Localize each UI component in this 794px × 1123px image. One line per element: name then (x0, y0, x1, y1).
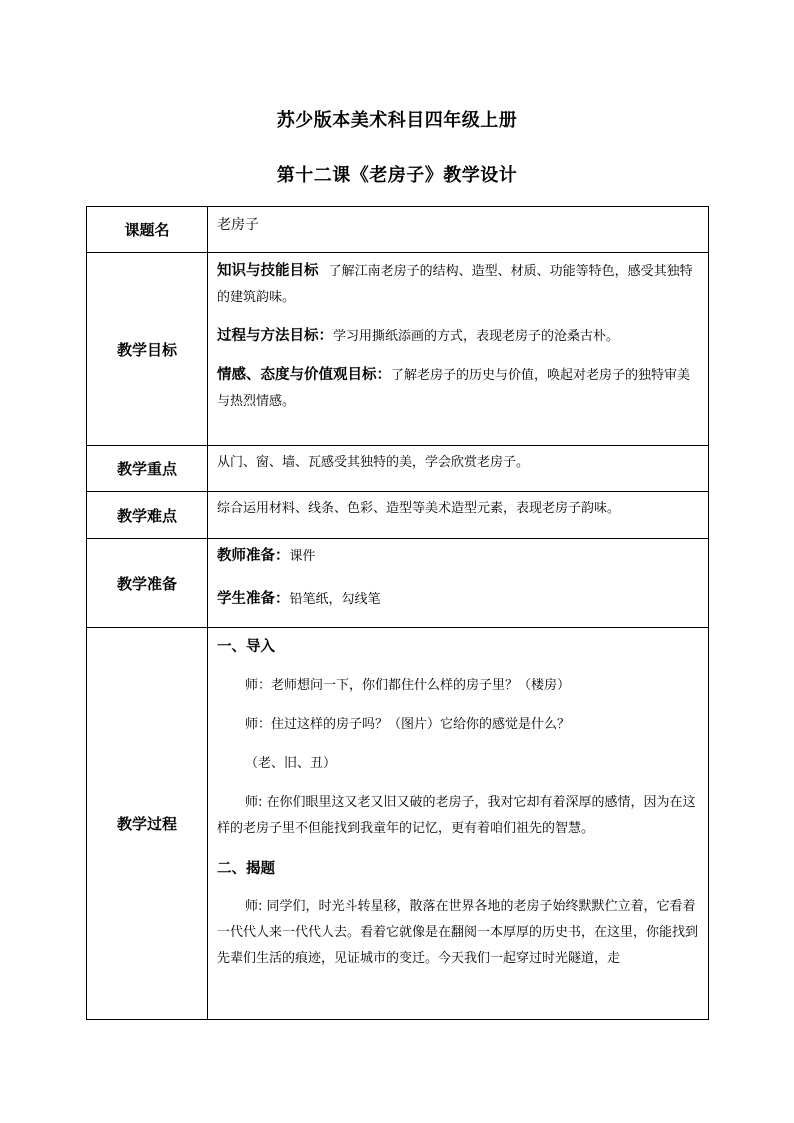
row-label-topic: 课题名 (87, 207, 208, 253)
section-reveal-heading: 二、揭题 (217, 861, 275, 877)
topic-value: 老房子 (217, 217, 259, 233)
lesson-title: 第十二课《老房子》教学设计 (276, 165, 518, 186)
key-points-cell (208, 446, 709, 492)
lesson-plan-table (86, 206, 709, 1020)
process-cell (208, 628, 709, 1020)
key-points-text: 从门、窗、墙、瓦感受其独特的美，学会欣赏老房子。 (217, 455, 530, 470)
document-title: 苏少版本美术科目四年级上册 (276, 110, 518, 131)
preparation-cell (208, 539, 709, 628)
process-paragraph: 师: 在你们眼里这又老又旧又破的老房子，我对它却有着深厚的感情，因为在这样的老房子里不但能找到我童年的记忆，更有着咱们祖先的智慧。 (217, 795, 696, 836)
row-label-difficulties: 教学难点 (87, 492, 208, 539)
section-intro-heading: 一、导入 (217, 639, 275, 655)
objective-process-text: 学习用撕纸添画的方式，表现老房子的沧桑古朴。 (333, 329, 620, 344)
objective-process-heading: 过程与方法目标： (217, 328, 333, 344)
process-paragraph: （老、旧、丑） (245, 756, 337, 771)
row-label-process: 教学过程 (87, 628, 208, 1020)
table-row (87, 539, 709, 628)
objective-attitude-text: 了解老房子的历史与价值，唤起对老房子的独特审美与热烈情感。 (217, 368, 691, 409)
teacher-preparation (217, 539, 702, 570)
teacher-preparation-text: 课件 (289, 549, 316, 564)
table-row (87, 207, 709, 253)
objective-knowledge-text: 了解江南老房子的结构、造型、材质、功能等特色，感受其独特的建筑韵味。 (217, 264, 693, 305)
table-row (87, 492, 709, 539)
objective-attitude-heading: 情感、态度与价值观目标： (217, 367, 391, 383)
table-row (87, 628, 709, 1020)
row-label-key-points: 教学重点 (87, 446, 208, 492)
difficulties-text: 综合运用材料、线条、色彩、造型等美术造型元素，表现老房子韵味。 (217, 501, 621, 516)
student-preparation-text: 铅笔纸，勾线笔 (289, 592, 381, 607)
difficulties-cell (208, 492, 709, 539)
student-preparation-heading: 学生准备： (217, 591, 290, 607)
teacher-preparation-heading: 教师准备： (217, 548, 290, 564)
process-paragraph: 师: 同学们，时光斗转星移，散落在世界各地的老房子始终默默伫立着，它看着一代代人来一代代人去。看着它就像是在翻阅一本厚厚的历史书，在这里，你能找到先辈们生活的痕迹，见证城市的变迁。今天我们一起穿过时光隧道，走 (217, 899, 699, 966)
objective-process (217, 323, 702, 350)
process-paragraph: 师：住过这样的房子吗？（图片）它给你的感觉是什么？ (245, 717, 571, 732)
topic-value-cell (208, 207, 709, 253)
row-label-objectives: 教学目标 (87, 253, 208, 446)
objective-attitude (217, 362, 702, 415)
objective-knowledge (217, 253, 702, 311)
table-row (87, 253, 709, 446)
objective-knowledge-heading: 知识与技能目标 (217, 263, 319, 279)
objectives-cell (208, 253, 709, 446)
row-label-preparation: 教学准备 (87, 539, 208, 628)
table-row (87, 446, 709, 492)
student-preparation (217, 586, 702, 613)
process-paragraph: 师：老师想问一下，你们都住什么样的房子里？（楼房） (245, 678, 571, 693)
